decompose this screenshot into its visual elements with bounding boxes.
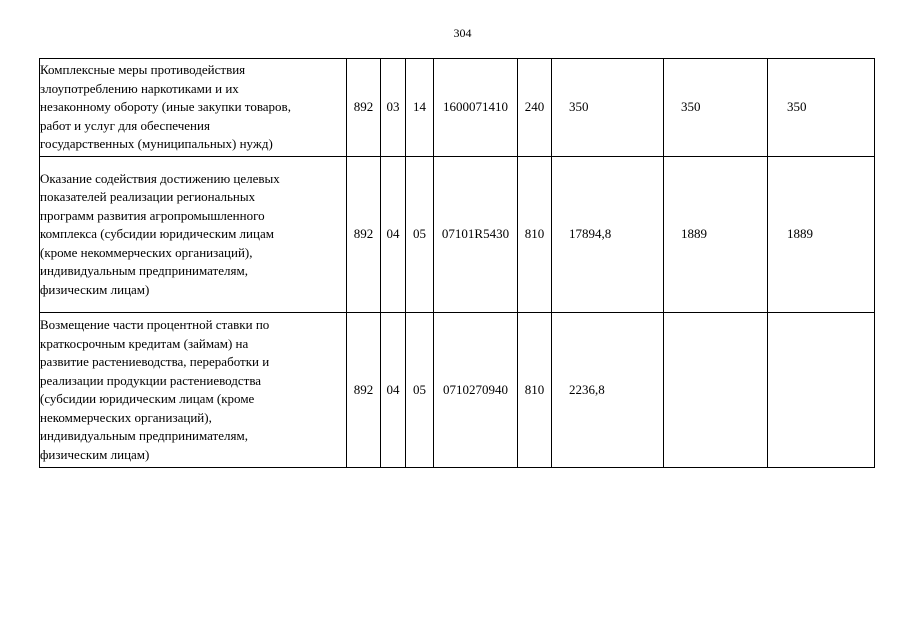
subsection-code: 05 xyxy=(406,157,434,313)
amount-year-3 xyxy=(768,313,875,468)
subsection-code: 14 xyxy=(406,59,434,157)
page-number: 304 xyxy=(453,26,472,40)
amount-value: 17894,8 xyxy=(569,226,612,242)
row-description: Возмещение части процентной ставки по краткосрочным кредитам (займам) на развитие растениеводства, переработки и реализации продукции растениеводства (субсидии юридическим лицам (кроме некоммерческих организаций), индивидуальным предпринимателям, физическим лицам) xyxy=(40,313,347,468)
row-description: Оказание содействия достижению целевых показателей реализации региональных программ развития агропромышленного комплекса (субсидии юридическим лицам (кроме некоммерческих организаций), индивидуальным предпринимателям, физическим лицам) xyxy=(40,157,347,313)
target-article-code: 0710270940 xyxy=(434,313,518,468)
amount-year-1 xyxy=(552,157,664,313)
amount-year-1 xyxy=(552,59,664,157)
amount-year-2 xyxy=(664,157,768,313)
amount-value: 350 xyxy=(681,99,701,115)
amount-value: 1889 xyxy=(681,226,707,242)
section-code: 03 xyxy=(381,59,406,157)
amount-value: 350 xyxy=(569,99,589,115)
row-description: Комплексные меры противодействия злоупотреблению наркотиками и их незаконному обороту (иные закупки товаров, работ и услуг для обеспечения государственных (муниципальных) нужд) xyxy=(40,59,347,157)
amount-value: 1889 xyxy=(787,226,813,242)
ministry-code: 892 xyxy=(347,59,381,157)
budget-table xyxy=(39,58,875,468)
amount-year-1 xyxy=(552,313,664,468)
amount-year-2 xyxy=(664,313,768,468)
amount-year-3 xyxy=(768,59,875,157)
subsection-code: 05 xyxy=(406,313,434,468)
section-code: 04 xyxy=(381,313,406,468)
ministry-code: 892 xyxy=(347,313,381,468)
amount-year-3 xyxy=(768,157,875,313)
expense-type-code: 240 xyxy=(518,59,552,157)
table-row xyxy=(40,59,875,157)
ministry-code: 892 xyxy=(347,157,381,313)
expense-type-code: 810 xyxy=(518,313,552,468)
target-article-code: 1600071410 xyxy=(434,59,518,157)
amount-value: 2236,8 xyxy=(569,381,605,397)
table-row xyxy=(40,157,875,313)
section-code: 04 xyxy=(381,157,406,313)
amount-year-2 xyxy=(664,59,768,157)
table-row xyxy=(40,313,875,468)
amount-value: 350 xyxy=(787,99,807,115)
target-article-code: 07101R5430 xyxy=(434,157,518,313)
expense-type-code: 810 xyxy=(518,157,552,313)
